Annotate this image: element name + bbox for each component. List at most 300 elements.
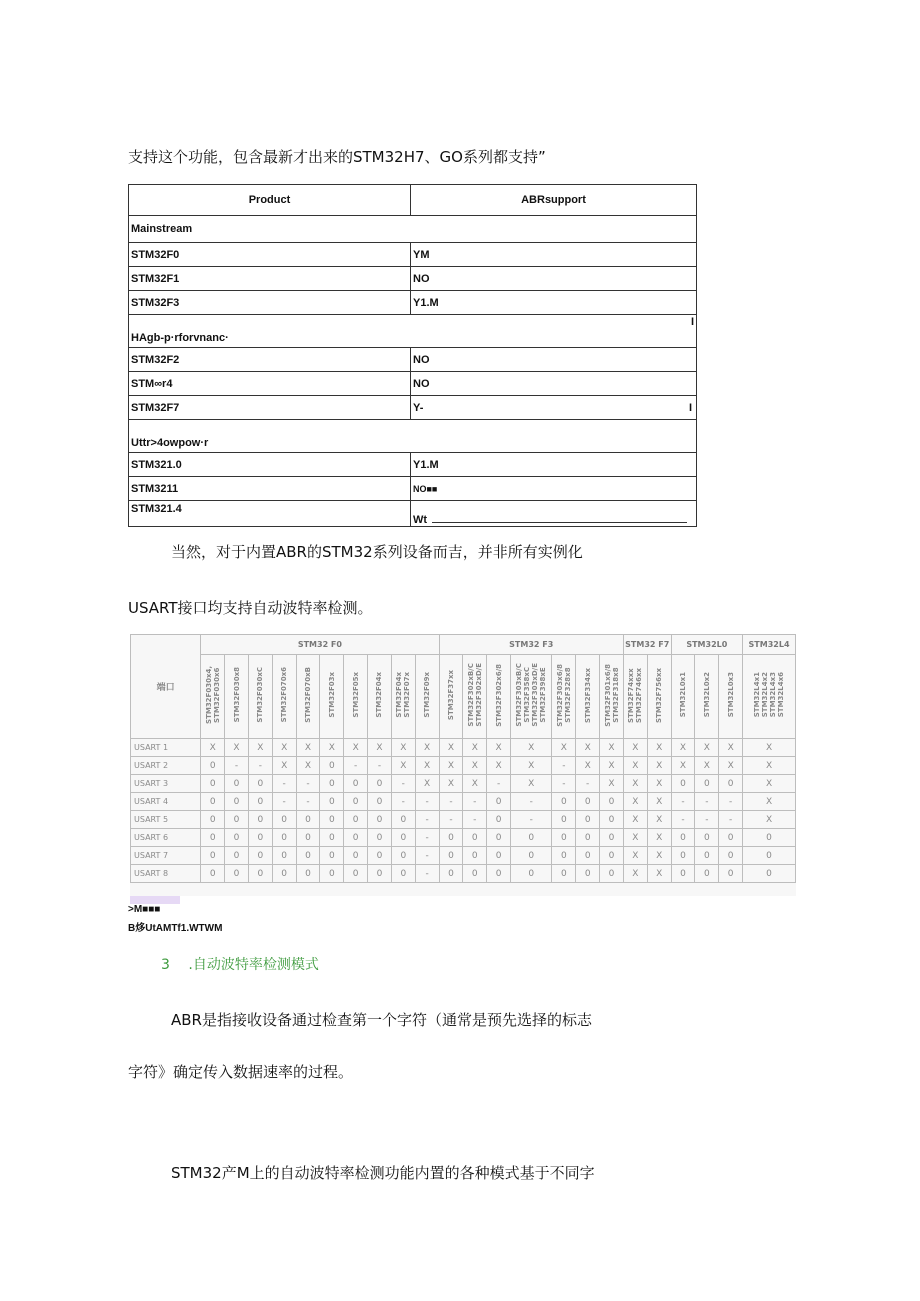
support-cell: - — [415, 865, 439, 883]
model-header — [576, 655, 600, 739]
support-cell: 0 — [320, 865, 344, 883]
product-cell: STM∞r4 — [129, 372, 411, 396]
support-cell: 0 — [719, 865, 743, 883]
support-cell: X — [671, 757, 695, 775]
support-cell: 0 — [248, 793, 272, 811]
model-header — [225, 655, 249, 739]
model-label: STM32F04x STM32F07x — [395, 672, 412, 718]
paragraph-1: 当然，对于内置ABR的STM32系列设备而吉，并非所有实例化 — [171, 543, 583, 561]
model-label: STM32L0x2 — [702, 672, 711, 718]
support-cell: 0 — [248, 811, 272, 829]
support-cell: X — [695, 757, 719, 775]
model-label: STM32F030x8 — [232, 667, 241, 723]
model-label: STM32F756xx — [655, 667, 664, 723]
support-cell: 0 — [719, 829, 743, 847]
table-row — [131, 793, 796, 811]
model-label: STM32F070x6 — [280, 667, 289, 723]
support-cell: X — [511, 739, 552, 757]
header-product: Product — [129, 185, 411, 216]
support-cell: X — [623, 811, 647, 829]
support-cell: 0 — [368, 829, 392, 847]
series-header: STM32L4 — [743, 635, 796, 655]
model-header — [391, 655, 415, 739]
support-cell: 0 — [719, 775, 743, 793]
model-label: STM32F09x — [423, 672, 432, 718]
model-header — [487, 655, 511, 739]
model-header — [511, 655, 552, 739]
support-cell: 0 — [671, 775, 695, 793]
support-cell: X — [695, 739, 719, 757]
support-cell: 0 — [368, 775, 392, 793]
port-label: USART 2 — [131, 757, 201, 775]
table-row — [129, 453, 697, 477]
support-cell: 0 — [552, 847, 576, 865]
section-heading — [161, 954, 319, 974]
support-cell: - — [439, 793, 463, 811]
product-cell: STM32F0 — [129, 243, 411, 267]
product-cell: STM3211 — [129, 477, 411, 501]
support-cell: 0 — [439, 847, 463, 865]
model-label: STM32F070xB — [303, 667, 312, 723]
model-label: STM32F301x6/8 STM32F318x8 — [603, 663, 620, 727]
abr-cell: YM — [411, 243, 697, 267]
table-row — [129, 348, 697, 372]
support-cell: 0 — [487, 811, 511, 829]
support-cell: - — [439, 811, 463, 829]
support-cell: 0 — [719, 847, 743, 865]
support-cell: 0 — [344, 775, 368, 793]
support-cell: 0 — [487, 847, 511, 865]
support-cell: - — [415, 829, 439, 847]
support-cell: X — [671, 739, 695, 757]
support-cell: X — [225, 739, 249, 757]
section-title: .自动波特率检测模式 — [188, 957, 319, 973]
support-cell: 0 — [695, 829, 719, 847]
model-header — [719, 655, 743, 739]
series-header: STM32 F7 — [623, 635, 671, 655]
table-row — [131, 757, 796, 775]
group-ultra-low-power: Uttr>4owpow·r — [129, 420, 697, 453]
model-header — [439, 655, 463, 739]
support-cell: 0 — [743, 829, 796, 847]
table-row — [129, 501, 697, 527]
product-cell: STM321.0 — [129, 453, 411, 477]
support-cell: X — [463, 739, 487, 757]
support-cell: X — [647, 757, 671, 775]
model-header — [272, 655, 296, 739]
support-cell: 0 — [201, 775, 225, 793]
support-cell: 0 — [320, 829, 344, 847]
support-cell: - — [391, 793, 415, 811]
usart-table — [130, 634, 796, 883]
support-cell: 0 — [463, 829, 487, 847]
support-cell: 0 — [391, 847, 415, 865]
support-cell: - — [695, 793, 719, 811]
support-cell: 0 — [671, 847, 695, 865]
table-row — [129, 291, 697, 315]
support-cell: - — [719, 793, 743, 811]
support-cell: 0 — [576, 811, 600, 829]
model-label: STM32F302x6/8 — [494, 663, 503, 727]
support-cell: - — [671, 811, 695, 829]
support-cell: - — [391, 775, 415, 793]
product-cell: STM32F3 — [129, 291, 411, 315]
abr-cell: NO — [411, 348, 697, 372]
support-cell: X — [296, 739, 320, 757]
support-cell: 0 — [248, 847, 272, 865]
support-cell: X — [487, 757, 511, 775]
support-cell: X — [511, 775, 552, 793]
support-cell: 0 — [576, 847, 600, 865]
support-cell: X — [623, 829, 647, 847]
support-cell: 0 — [272, 847, 296, 865]
support-cell: X — [623, 757, 647, 775]
support-cell: - — [415, 811, 439, 829]
support-cell: - — [487, 775, 511, 793]
abr-cell: Y1.M — [411, 453, 697, 477]
intro-line: 支持这个功能，包含最新才出来的STM32H7、GO系列都支持” — [128, 148, 546, 166]
model-label: STM32L4x1 STM32L4x2 STM32L4x3 STM32L4x6 — [753, 672, 786, 718]
support-cell: 0 — [248, 829, 272, 847]
support-cell: 0 — [600, 829, 624, 847]
abr-value: Wt — [413, 514, 428, 526]
support-cell: X — [368, 739, 392, 757]
support-cell: 0 — [671, 865, 695, 883]
support-cell: 0 — [201, 757, 225, 775]
support-cell: 0 — [391, 811, 415, 829]
product-cell: STM32F7 — [129, 396, 411, 420]
support-cell: 0 — [487, 865, 511, 883]
support-cell: - — [296, 775, 320, 793]
support-cell: X — [743, 757, 796, 775]
support-cell: 0 — [576, 829, 600, 847]
support-cell: X — [743, 775, 796, 793]
port-label: USART 1 — [131, 739, 201, 757]
port-label: USART 4 — [131, 793, 201, 811]
support-cell: 0 — [296, 847, 320, 865]
underline-rule — [432, 522, 687, 523]
group-mainstream: Mainstream — [129, 216, 697, 243]
model-header — [600, 655, 624, 739]
support-cell: X — [344, 739, 368, 757]
support-cell: X — [576, 757, 600, 775]
support-cell: 0 — [600, 847, 624, 865]
paragraph-4: 字符》确定传入数据速率的过程。 — [128, 1063, 354, 1081]
support-cell: 0 — [439, 829, 463, 847]
model-label: STM32L0x1 — [678, 672, 687, 718]
table-row — [131, 865, 796, 883]
table-row — [129, 243, 697, 267]
highlight-mark — [130, 896, 180, 904]
support-cell: 0 — [296, 829, 320, 847]
model-label: STM32F74xxx STM32F746xx — [627, 667, 644, 723]
model-label: STM32F303xB/C STM32F358xC STM32F303xD/E STM32F398xE — [515, 663, 548, 727]
support-cell: X — [719, 757, 743, 775]
support-cell: 0 — [552, 865, 576, 883]
support-cell: X — [439, 775, 463, 793]
table-row — [131, 829, 796, 847]
support-cell: X — [623, 793, 647, 811]
support-cell: X — [272, 757, 296, 775]
model-header — [296, 655, 320, 739]
model-header — [368, 655, 392, 739]
support-cell: 0 — [511, 865, 552, 883]
support-cell: X — [272, 739, 296, 757]
model-header — [320, 655, 344, 739]
support-cell: 0 — [344, 829, 368, 847]
image-bottom-strip — [130, 896, 796, 904]
support-cell: 0 — [391, 829, 415, 847]
support-cell: 0 — [344, 793, 368, 811]
support-cell: X — [552, 739, 576, 757]
model-header — [647, 655, 671, 739]
support-cell: X — [248, 739, 272, 757]
support-cell: X — [647, 829, 671, 847]
abr-cell: NO■■ — [411, 477, 697, 501]
model-header — [344, 655, 368, 739]
abr-cell: Y1.M — [411, 291, 697, 315]
support-cell: X — [201, 739, 225, 757]
group-label: HAgb-p·rforvnanc· — [131, 332, 229, 344]
port-header: 端口 — [131, 635, 201, 739]
model-label: STM32F04x — [375, 672, 384, 718]
support-cell: 0 — [225, 847, 249, 865]
support-cell: X — [415, 775, 439, 793]
support-cell: 0 — [272, 865, 296, 883]
support-cell: 0 — [248, 775, 272, 793]
support-cell: X — [743, 739, 796, 757]
group-high-performance — [129, 315, 697, 348]
abr-value: Y- — [413, 401, 424, 414]
model-header — [248, 655, 272, 739]
support-cell: 0 — [225, 865, 249, 883]
support-cell: - — [415, 793, 439, 811]
row-marker: I — [688, 401, 692, 414]
product-cell: STM321.4 — [129, 501, 411, 527]
support-cell: - — [344, 757, 368, 775]
product-cell: STM32F1 — [129, 267, 411, 291]
support-cell: X — [743, 811, 796, 829]
support-cell: X — [415, 757, 439, 775]
support-cell: X — [647, 793, 671, 811]
support-cell: 0 — [225, 811, 249, 829]
support-cell: - — [552, 757, 576, 775]
support-cell: 0 — [576, 793, 600, 811]
model-header — [695, 655, 719, 739]
model-label: STM32F05x — [351, 672, 360, 718]
support-cell: - — [248, 757, 272, 775]
support-cell: X — [600, 775, 624, 793]
support-cell: 0 — [368, 865, 392, 883]
usart-support-table-image — [130, 634, 796, 904]
support-cell: 0 — [511, 829, 552, 847]
support-cell: X — [415, 739, 439, 757]
table-row — [131, 847, 796, 865]
model-label: STM32F03x — [327, 672, 336, 718]
support-cell: X — [296, 757, 320, 775]
support-cell: X — [623, 739, 647, 757]
support-cell: - — [671, 793, 695, 811]
support-cell: 0 — [201, 811, 225, 829]
port-label: USART 7 — [131, 847, 201, 865]
support-cell: 0 — [272, 829, 296, 847]
model-label: STM32F303x6/8 STM32F328x8 — [555, 663, 572, 727]
series-header: STM32 F0 — [201, 635, 439, 655]
support-cell: - — [511, 811, 552, 829]
support-cell: X — [647, 739, 671, 757]
support-cell: 0 — [248, 865, 272, 883]
support-cell: 0 — [695, 847, 719, 865]
table-row — [131, 811, 796, 829]
support-cell: X — [463, 757, 487, 775]
support-cell: 0 — [225, 829, 249, 847]
port-label: USART 6 — [131, 829, 201, 847]
support-cell: 0 — [671, 829, 695, 847]
support-cell: 0 — [463, 847, 487, 865]
model-header — [623, 655, 647, 739]
support-cell: - — [463, 811, 487, 829]
support-cell: 0 — [296, 811, 320, 829]
support-cell: 0 — [201, 865, 225, 883]
support-cell: X — [439, 739, 463, 757]
port-label: USART 8 — [131, 865, 201, 883]
support-cell: - — [225, 757, 249, 775]
model-header — [201, 655, 225, 739]
support-cell: 0 — [552, 829, 576, 847]
support-cell: 0 — [320, 775, 344, 793]
support-cell: - — [272, 793, 296, 811]
support-cell: X — [391, 739, 415, 757]
support-cell: 0 — [576, 865, 600, 883]
caption-1: >M■■■ — [128, 904, 161, 915]
series-header: STM32 F3 — [439, 635, 623, 655]
product-cell: STM32F2 — [129, 348, 411, 372]
support-cell: 0 — [487, 793, 511, 811]
support-cell: 0 — [743, 847, 796, 865]
model-header — [743, 655, 796, 739]
support-cell: - — [719, 811, 743, 829]
support-cell: 0 — [463, 865, 487, 883]
support-cell: 0 — [368, 811, 392, 829]
support-cell: X — [623, 775, 647, 793]
model-header — [463, 655, 487, 739]
port-label: USART 5 — [131, 811, 201, 829]
table-row — [129, 396, 697, 420]
support-cell: X — [743, 793, 796, 811]
support-cell: - — [511, 793, 552, 811]
header-abr-support: ABRsupport — [411, 185, 697, 216]
support-cell: X — [320, 739, 344, 757]
support-cell: X — [463, 775, 487, 793]
support-cell: X — [487, 739, 511, 757]
support-cell: - — [695, 811, 719, 829]
support-cell: 0 — [487, 829, 511, 847]
paragraph-3: ABR是指接收设备通过检查第一个字符（通常是预先选择的标志 — [171, 1011, 592, 1029]
table-row — [129, 372, 697, 396]
support-cell: X — [647, 847, 671, 865]
port-label: USART 3 — [131, 775, 201, 793]
support-cell: 0 — [368, 847, 392, 865]
support-cell: 0 — [600, 865, 624, 883]
model-header — [671, 655, 695, 739]
support-cell: 0 — [225, 775, 249, 793]
support-cell: 0 — [344, 865, 368, 883]
model-header — [552, 655, 576, 739]
table-row — [129, 267, 697, 291]
support-cell: 0 — [201, 847, 225, 865]
model-label: STM32L0x3 — [726, 672, 735, 718]
model-label: STM32F37xx — [446, 669, 455, 721]
table-row — [131, 739, 796, 757]
table-row — [131, 775, 796, 793]
support-cell: X — [647, 811, 671, 829]
support-cell: 0 — [201, 793, 225, 811]
support-cell: X — [600, 757, 624, 775]
support-cell: X — [647, 865, 671, 883]
support-cell: X — [511, 757, 552, 775]
table-row — [129, 477, 697, 501]
paragraph-2: USART接口均支持自动波特率检测。 — [128, 599, 373, 617]
support-cell: 0 — [344, 811, 368, 829]
abr-cell: NO — [411, 267, 697, 291]
support-cell: X — [600, 739, 624, 757]
support-cell: X — [576, 739, 600, 757]
support-cell: 0 — [695, 775, 719, 793]
support-cell: - — [415, 847, 439, 865]
caption-2: B㶴UtAMTf1.WTWM — [128, 923, 223, 934]
paragraph-5: STM32产M上的自动波特率检测功能内置的各种模式基于不同字 — [171, 1164, 595, 1182]
support-cell: 0 — [296, 865, 320, 883]
support-cell: 0 — [272, 811, 296, 829]
support-cell: - — [552, 775, 576, 793]
support-cell: X — [647, 775, 671, 793]
support-cell: 0 — [439, 865, 463, 883]
support-cell: 0 — [511, 847, 552, 865]
support-cell: X — [439, 757, 463, 775]
support-cell: - — [272, 775, 296, 793]
support-cell: 0 — [344, 847, 368, 865]
support-cell: X — [623, 847, 647, 865]
support-cell: 0 — [320, 811, 344, 829]
support-cell: 0 — [552, 811, 576, 829]
support-cell: 0 — [320, 793, 344, 811]
support-cell: 0 — [368, 793, 392, 811]
support-cell: X — [391, 757, 415, 775]
support-cell: 0 — [552, 793, 576, 811]
support-cell: - — [463, 793, 487, 811]
support-cell: 0 — [391, 865, 415, 883]
abr-cell — [411, 501, 697, 527]
abr-cell-with-marker — [411, 396, 697, 420]
support-cell: 0 — [600, 793, 624, 811]
model-header — [415, 655, 439, 739]
support-cell: X — [623, 865, 647, 883]
abr-cell: NO — [411, 372, 697, 396]
section-number: 3 — [161, 957, 170, 973]
group-marker: I — [690, 316, 694, 328]
support-cell: - — [368, 757, 392, 775]
series-header: STM32L0 — [671, 635, 742, 655]
support-cell: - — [576, 775, 600, 793]
model-label: STM32F030xC — [256, 667, 265, 723]
support-cell: - — [296, 793, 320, 811]
support-cell: 0 — [743, 865, 796, 883]
support-cell: 0 — [320, 757, 344, 775]
support-cell: 0 — [600, 811, 624, 829]
model-label: STM32F302xB/C STM32F302xD/E — [466, 663, 483, 727]
support-cell: 0 — [695, 865, 719, 883]
support-cell: 0 — [320, 847, 344, 865]
